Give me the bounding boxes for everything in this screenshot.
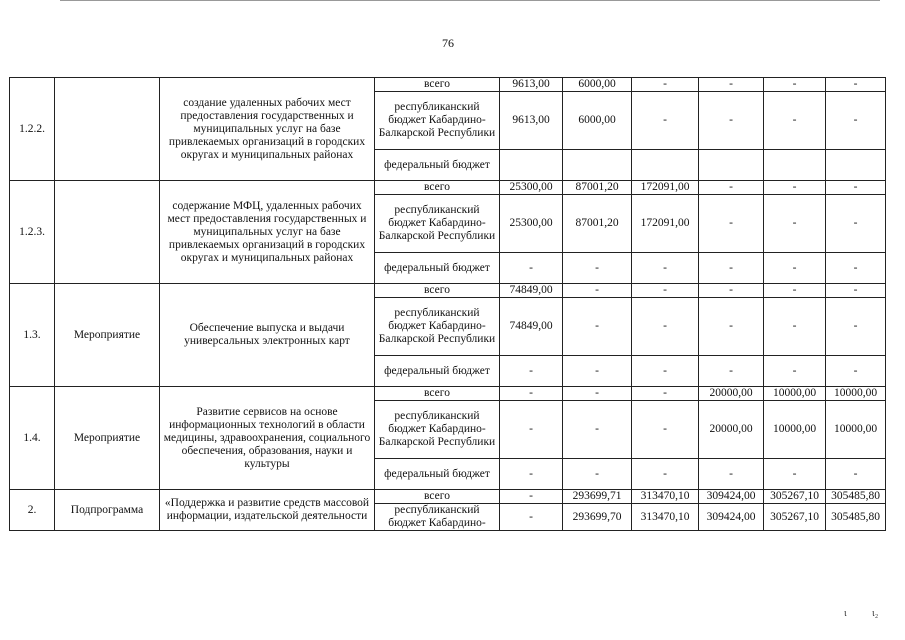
value-cell: 309424,00: [699, 504, 764, 531]
funding-source: республиканский бюджет Кабардино-Балкарской Республики: [375, 298, 500, 356]
row-description: создание удаленных рабочих мест предоставления государственных и муниципальных услуг на базе привлекаемых организаций в городских округах и муниципальных районах: [160, 78, 375, 181]
value-cell: -: [500, 459, 563, 490]
value-cell: -: [699, 459, 764, 490]
value-cell: 313470,10: [632, 504, 699, 531]
table-row: [10, 181, 886, 195]
value-cell: -: [563, 356, 632, 387]
funding-source: всего: [375, 284, 500, 298]
value-cell: 305485,80: [826, 490, 886, 504]
budget-table: [9, 77, 886, 531]
row-number: 1.3.: [10, 284, 55, 387]
value-cell: [500, 150, 563, 181]
value-cell: -: [500, 504, 563, 531]
value-cell: -: [632, 401, 699, 459]
value-cell: -: [632, 298, 699, 356]
value-cell: -: [563, 387, 632, 401]
value-cell: -: [632, 356, 699, 387]
value-cell: -: [764, 78, 826, 92]
value-cell: [826, 150, 886, 181]
funding-source: республиканский бюджет Кабардино-Балкарской Республики: [375, 195, 500, 253]
funding-source: всего: [375, 387, 500, 401]
value-cell: -: [699, 356, 764, 387]
value-cell: -: [764, 298, 826, 356]
table-row: [10, 78, 886, 92]
value-cell: 6000,00: [563, 78, 632, 92]
value-cell: -: [699, 181, 764, 195]
value-cell: 9613,00: [500, 78, 563, 92]
value-cell: [563, 150, 632, 181]
value-cell: -: [826, 195, 886, 253]
funding-source: республиканский бюджет Кабардино-Балкарской Республики: [375, 92, 500, 150]
funding-source: федеральный бюджет: [375, 253, 500, 284]
value-cell: 313470,10: [632, 490, 699, 504]
value-cell: 87001,20: [563, 195, 632, 253]
value-cell: -: [632, 253, 699, 284]
row-description: Обеспечение выпуска и выдачи универсальных электронных карт: [160, 284, 375, 387]
value-cell: [699, 150, 764, 181]
value-cell: -: [764, 356, 826, 387]
value-cell: 20000,00: [699, 387, 764, 401]
value-cell: -: [699, 92, 764, 150]
value-cell: -: [764, 459, 826, 490]
row-type: [55, 78, 160, 181]
value-cell: -: [563, 459, 632, 490]
value-cell: 305485,80: [826, 504, 886, 531]
value-cell: 87001,20: [563, 181, 632, 195]
row-number: 2.: [10, 490, 55, 531]
row-description: содержание МФЦ, удаленных рабочих мест предоставления государственных и муниципальных услуг на базе привлекаемых организаций в городских округах и муниципальных районах: [160, 181, 375, 284]
top-scan-rule: [60, 0, 880, 1]
value-cell: 6000,00: [563, 92, 632, 150]
value-cell: -: [500, 387, 563, 401]
value-cell: -: [764, 92, 826, 150]
value-cell: -: [699, 284, 764, 298]
value-cell: -: [826, 92, 886, 150]
row-type: Подпрограмма: [55, 490, 160, 531]
row-type: Мероприятие: [55, 284, 160, 387]
value-cell: [632, 150, 699, 181]
value-cell: -: [826, 284, 886, 298]
value-cell: -: [632, 92, 699, 150]
funding-source: республиканский бюджет Кабардино-: [375, 504, 500, 531]
page-number: 76: [442, 36, 454, 50]
value-cell: 293699,71: [563, 490, 632, 504]
value-cell: 10000,00: [826, 387, 886, 401]
funding-source: всего: [375, 181, 500, 195]
value-cell: -: [563, 298, 632, 356]
value-cell: 10000,00: [826, 401, 886, 459]
funding-source: всего: [375, 490, 500, 504]
table-row: [10, 284, 886, 298]
value-cell: -: [764, 284, 826, 298]
value-cell: -: [826, 459, 886, 490]
table-row: [10, 387, 886, 401]
row-number: 1.2.3.: [10, 181, 55, 284]
value-cell: -: [699, 298, 764, 356]
value-cell: -: [826, 298, 886, 356]
value-cell: 10000,00: [764, 401, 826, 459]
funding-source: всего: [375, 78, 500, 92]
funding-source: федеральный бюджет: [375, 459, 500, 490]
value-cell: 74849,00: [500, 298, 563, 356]
value-cell: -: [500, 401, 563, 459]
value-cell: -: [632, 284, 699, 298]
value-cell: 20000,00: [699, 401, 764, 459]
value-cell: -: [826, 253, 886, 284]
value-cell: -: [563, 253, 632, 284]
funding-source: федеральный бюджет: [375, 150, 500, 181]
value-cell: 172091,00: [632, 181, 699, 195]
value-cell: 9613,00: [500, 92, 563, 150]
value-cell: -: [632, 78, 699, 92]
value-cell: -: [500, 356, 563, 387]
row-number: 1.2.2.: [10, 78, 55, 181]
value-cell: -: [764, 195, 826, 253]
value-cell: 172091,00: [632, 195, 699, 253]
value-cell: -: [699, 253, 764, 284]
value-cell: 309424,00: [699, 490, 764, 504]
funding-source: федеральный бюджет: [375, 356, 500, 387]
value-cell: -: [632, 459, 699, 490]
footer-mark: ι₂: [872, 608, 879, 619]
value-cell: -: [826, 356, 886, 387]
row-description: Развитие сервисов на основе информационных технологий в области медицины, здравоохранения, социального обеспечения, образования, науки и культуры: [160, 387, 375, 490]
value-cell: 25300,00: [500, 181, 563, 195]
value-cell: -: [826, 181, 886, 195]
value-cell: 305267,10: [764, 490, 826, 504]
value-cell: -: [764, 253, 826, 284]
value-cell: [764, 150, 826, 181]
row-description: «Поддержка и развитие средств массовой информации, издательской деятельности: [160, 490, 375, 531]
funding-source: республиканский бюджет Кабардино-Балкарской Республики: [375, 401, 500, 459]
value-cell: -: [500, 253, 563, 284]
value-cell: -: [764, 181, 826, 195]
value-cell: 25300,00: [500, 195, 563, 253]
footer-mark: ι: [844, 608, 847, 619]
value-cell: 305267,10: [764, 504, 826, 531]
row-type: Мероприятие: [55, 387, 160, 490]
value-cell: -: [699, 195, 764, 253]
value-cell: -: [500, 490, 563, 504]
value-cell: 74849,00: [500, 284, 563, 298]
value-cell: -: [563, 284, 632, 298]
value-cell: -: [632, 387, 699, 401]
table-row: [10, 490, 886, 504]
value-cell: -: [826, 78, 886, 92]
row-number: 1.4.: [10, 387, 55, 490]
value-cell: -: [563, 401, 632, 459]
value-cell: -: [699, 78, 764, 92]
row-type: [55, 181, 160, 284]
value-cell: 293699,70: [563, 504, 632, 531]
value-cell: 10000,00: [764, 387, 826, 401]
